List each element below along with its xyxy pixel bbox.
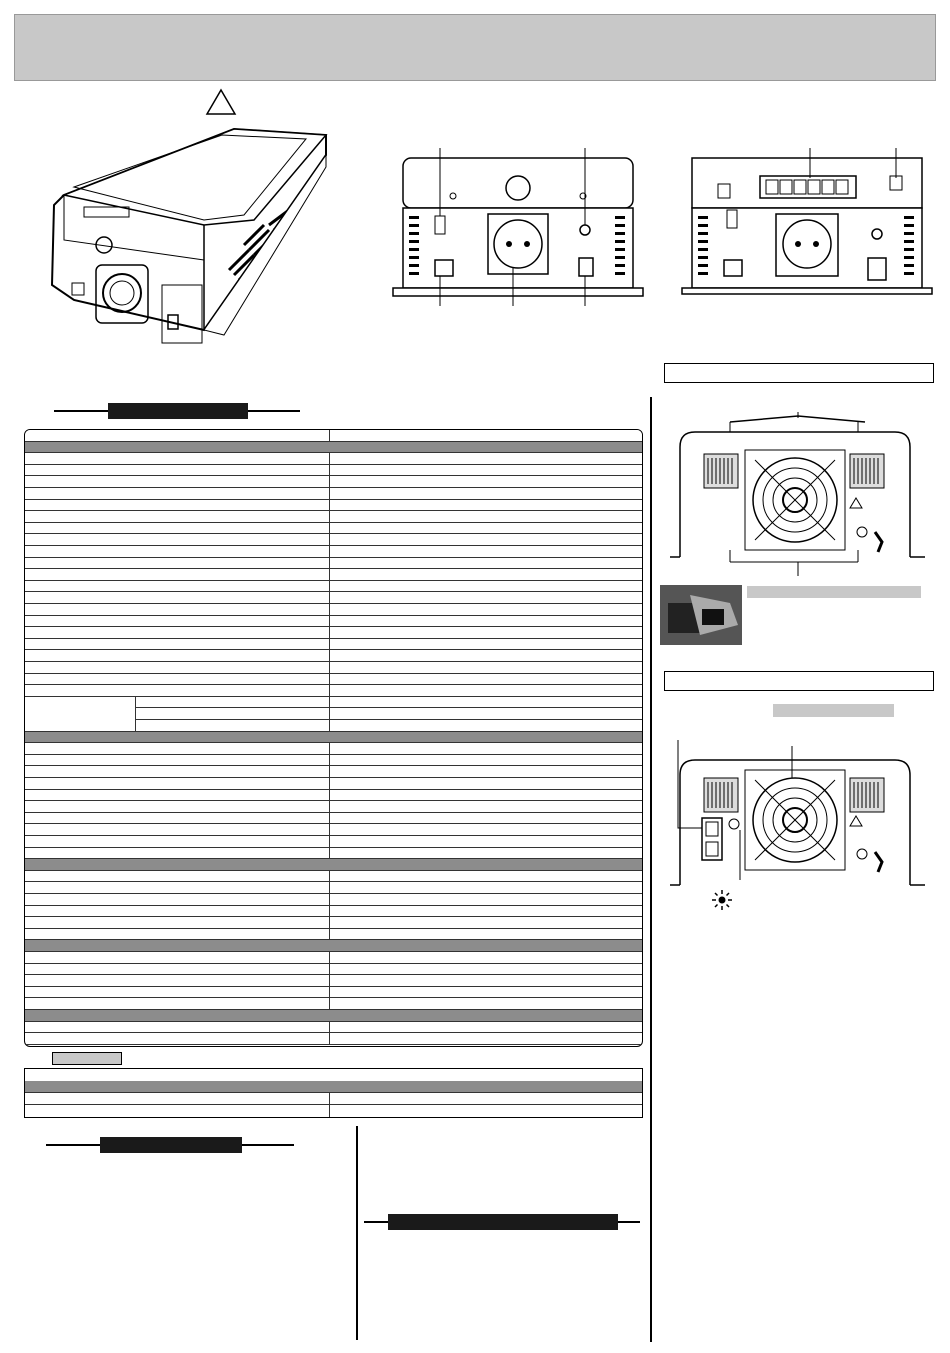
- spec-row: [25, 558, 642, 570]
- spec-row: [25, 581, 642, 593]
- spec-table: [24, 429, 643, 1047]
- spec-row: [25, 465, 642, 477]
- spec-row: [25, 987, 642, 999]
- spec-row: [25, 627, 642, 639]
- spec-row: [25, 848, 642, 860]
- spec-row: [25, 685, 642, 697]
- spec-row: [25, 592, 642, 604]
- spec-section-row: [25, 1010, 642, 1022]
- spec-row: [25, 639, 642, 651]
- spec-row: [25, 824, 642, 836]
- spec-row: [25, 650, 642, 662]
- small-table: [24, 1068, 643, 1118]
- rear-panel-drawing-2: [670, 740, 935, 910]
- spec-row: [25, 1022, 642, 1034]
- connector-photo: [660, 585, 742, 645]
- spec-row: [25, 662, 642, 674]
- section-title-label-2: [100, 1137, 242, 1153]
- bottom-divider: [356, 1126, 358, 1340]
- spec-row: [25, 836, 642, 848]
- spec-row: [25, 755, 642, 767]
- spec-row: [25, 1033, 642, 1045]
- spec-row: [25, 929, 642, 941]
- spec-row: [25, 998, 642, 1010]
- header-bar: [14, 14, 936, 81]
- spec-row: [25, 952, 642, 964]
- spec-row: [25, 894, 642, 906]
- spec-row: [25, 743, 642, 755]
- spec-row: [25, 476, 642, 488]
- spec-row: [25, 674, 642, 686]
- spec-row: [25, 720, 642, 732]
- spec-row: [25, 975, 642, 987]
- sun-icon: [712, 890, 732, 910]
- spec-row: [25, 917, 642, 929]
- front-panel-drawing-1: [393, 148, 649, 308]
- spec-row: [25, 604, 642, 616]
- spec-row: [25, 534, 642, 546]
- spec-row: [25, 511, 642, 523]
- spec-row: [25, 616, 642, 628]
- rear-panel-drawing-1: [670, 412, 935, 582]
- spec-row: [25, 871, 642, 883]
- spec-row: [25, 453, 642, 465]
- inverter-perspective-drawing: [44, 125, 344, 355]
- sub-label-bar: [773, 704, 894, 717]
- section-label-box-2: [664, 671, 934, 691]
- column-divider: [650, 397, 652, 1342]
- spec-row: [25, 430, 642, 442]
- spec-row: [25, 546, 642, 558]
- warning-triangle-icon: [205, 88, 237, 116]
- spec-row: [25, 964, 642, 976]
- spec-section-row: [25, 859, 642, 871]
- note-label: [52, 1052, 122, 1065]
- photo-caption-bar: [747, 586, 921, 598]
- spec-row: [25, 813, 642, 825]
- spec-row: [25, 708, 642, 720]
- spec-row: [25, 697, 642, 709]
- spec-row: [25, 523, 642, 535]
- spec-row: [25, 906, 642, 918]
- spec-section-row: [25, 940, 642, 952]
- spec-section-row: [25, 442, 642, 454]
- section-title-label-3: [388, 1214, 618, 1230]
- spec-row: [25, 569, 642, 581]
- spec-row: [25, 882, 642, 894]
- front-panel-drawing-2: [682, 148, 938, 298]
- section-title-label: [108, 403, 248, 419]
- spec-row: [25, 778, 642, 790]
- section-label-box-1: [664, 363, 934, 383]
- spec-row: [25, 790, 642, 802]
- spec-row: [25, 488, 642, 500]
- spec-section-row: [25, 732, 642, 744]
- spec-row: [25, 801, 642, 813]
- spec-row: [25, 500, 642, 512]
- spec-row: [25, 766, 642, 778]
